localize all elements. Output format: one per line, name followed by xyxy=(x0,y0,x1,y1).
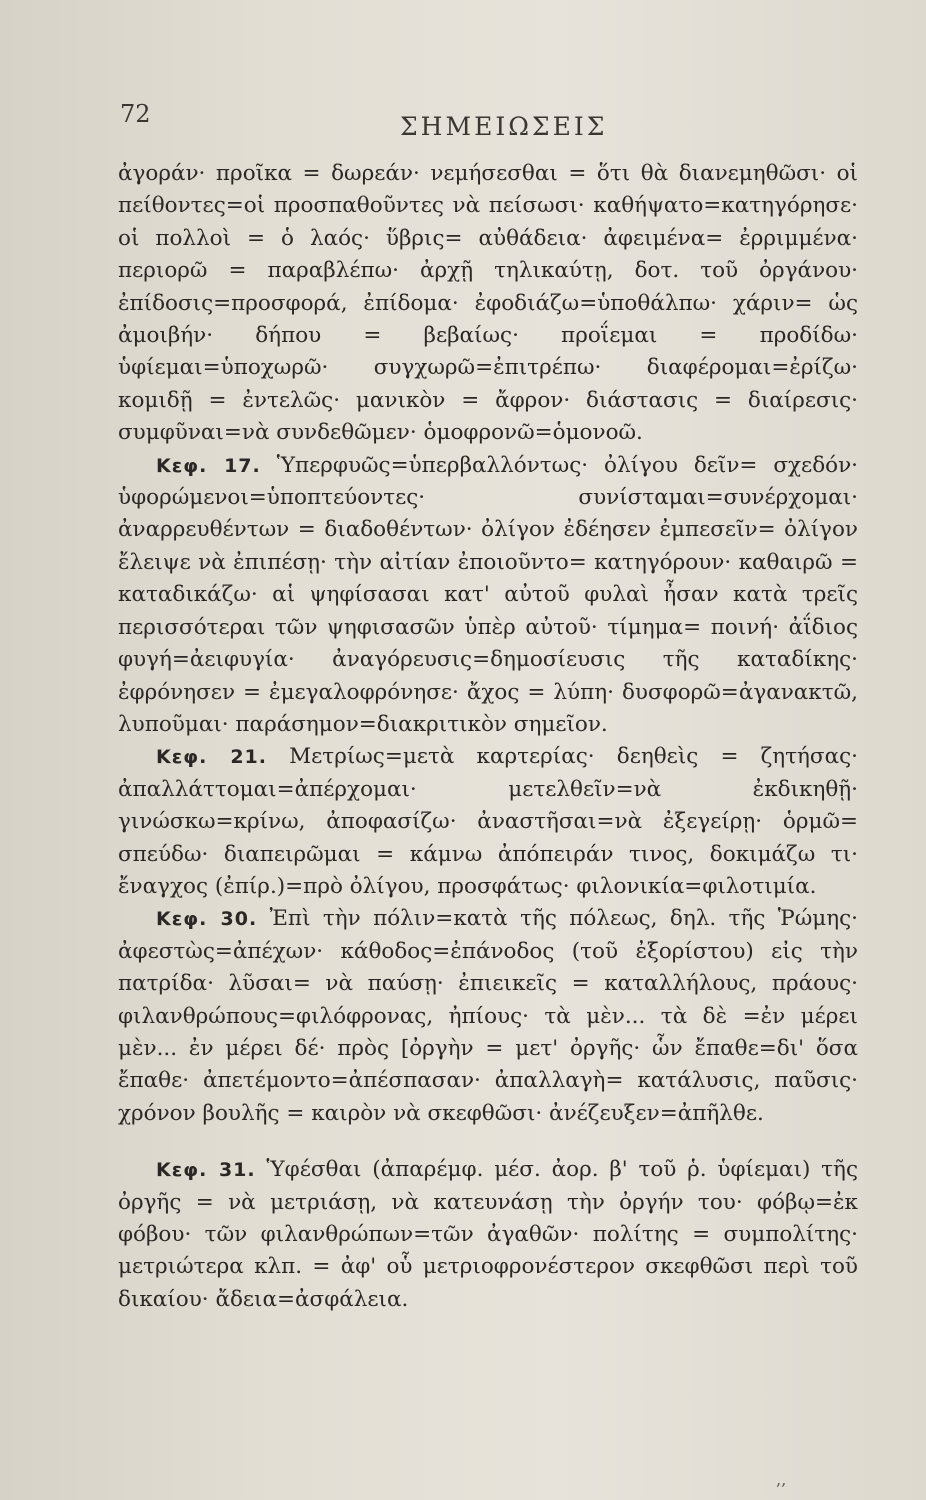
chapter-heading: Κεφ. 31. xyxy=(156,1159,256,1182)
chapter-heading: Κεφ. 30. xyxy=(156,908,258,931)
chapter-heading: Κεφ. 21. xyxy=(156,746,267,769)
note-paragraph xyxy=(118,741,858,903)
note-paragraph xyxy=(118,903,858,1130)
paragraph-text: Ἐπὶ τὴν πόλιν=κατὰ τῆς πόλεως, δηλ. τῆς Ῥώμης· ἀφεστὼς=ἀπέχων· κάθοδος=ἐπάνοδος (τοῦ ἐξορίστου) εἰς τὴν πατρίδα· λῦσαι= νὰ παύσῃ· ἐπιεικεῖς = καταλλήλους, πράους· φιλανθρώπους=φιλόφρονας, ἠπίους· τὰ μὲν... τὰ δὲ =ἐν μέρει μὲν... ἐν μέρει δέ· πρὸς [ὀργὴν = μετ' ὀργῆς· ὧν ἔπαθε=δι' ὅσα ἔπαθε· ἀπετέμοντο=ἀπέσπασαν· ἀπαλλαγὴ= κατάλυσις, παῦσις· χρόνον βουλῆς = καιρὸν νὰ σκεφθῶσι· ἀνέζευξεν=ἀπῆλθε. xyxy=(118,906,858,1126)
running-head: ΣΗΜΕΙΩΣΕΙΣ xyxy=(400,112,608,141)
paragraph-text: ἀγοράν· προῖκα = δωρεάν· νεμήσεσθαι = ὅτι θὰ διανεμηθῶσι· οἱ πείθοντες=οἱ προσπαθοῦντες νὰ πείσωσι· καθήψατο=κατηγόρησε· οἱ πολλοὶ = ὁ λαός· ὕβρις= αὐθάδεια· ἀφειμένα= ἐρριμμένα· περιορῶ = παραβλέπω· ἀρχῇ τηλικαύτῃ, δοτ. τοῦ ὀργάνου· ἐπίδοσις=προσφορά, ἐπίδομα· ἐφοδιάζω=ὑποθάλπω· χάριν= ὡς ἀμοιβήν· δήπου = βεβαίως· προΐεμαι = προδίδω· ὑφίεμαι=ὑποχωρῶ· συγχωρῶ=ἐπιτρέπω· διαφέρομαι=ἐρίζω· κομιδῇ = ἐντελῶς· μανικὸν = ἄφρον· διάστασις = διαίρεσις· συμφῦναι=νὰ συνδεθῶμεν· ὁμοφρονῶ=ὁμονοῶ. xyxy=(118,161,858,446)
paragraph-gap xyxy=(118,1130,858,1154)
chapter-heading: Κεφ. 17. xyxy=(156,454,261,477)
paragraph-text: Μετρίως=μετὰ καρτερίας· δεηθεὶς = ζητήσας· ἀπαλλάττομαι=ἀπέρχομαι· μετελθεῖν=νὰ ἐκδικηθῇ· γινώσκω=κρίνω, ἀποφασίζω· ἀναστῆσαι=νὰ ἐξεγείρῃ· ὁρμῶ= σπεύδω· διαπειρῶμαι = κάμνω ἀπόπειράν τινος, δοκιμάζω τι· ἔναγχος (ἐπίρ.)=πρὸ ὀλίγου, προσφάτως· φιλονικία=φιλοτιμία. xyxy=(118,744,858,899)
paragraph-text: Ὑπερφυῶς=ὑπερβαλλόντως· ὀλίγου δεῖν= σχεδόν· ὑφορώμενοι=ὑποπτεύοντες· συνίσταμαι=συνέρχομαι· ἀναρρευθέντων = διαδοθέντων· ὀλίγον ἐδέησεν ἐμπεσεῖν= ὀλίγον ἔλειψε νὰ ἐπιπέσῃ· τὴν αἰτίαν ἐποιοῦντο= κατηγόρουν· καθαιρῶ = καταδικάζω· αἱ ψηφίσασαι κατ' αὐτοῦ φυλαὶ ἦσαν κατὰ τρεῖς περισσότεραι τῶν ψηφισασῶν ὑπὲρ αὐτοῦ· τίμημα= ποινή· ἀΐδιος φυγή=ἀειφυγία· ἀναγόρευσις=δημοσίευσις τῆς καταδίκης· ἐφρόνησεν = ἐμεγαλοφρόνησε· ἄχος = λύπη· δυσφορῶ=ἀγανακτῶ, λυποῦμαι· παράσημον=διακριτικὸν σημεῖον. xyxy=(118,452,858,737)
corner-mark: ‚‚ xyxy=(776,1470,787,1489)
note-paragraph xyxy=(118,158,858,450)
note-paragraph xyxy=(118,1154,858,1316)
note-paragraph xyxy=(118,450,858,742)
paragraph-text: Ὑφέσθαι (ἀπαρέμφ. μέσ. ἀορ. β' τοῦ ῥ. ὑφίεμαι) τῆς ὀργῆς = νὰ μετριάσῃ, νὰ κατευνάσῃ τὴν ὀργήν του· φόβῳ=ἐκ φόβου· τῶν φιλανθρώπων=τῶν ἀγαθῶν· πολίτης = συμπολίτης· μετριώτερα κλπ. = ἀφ' οὗ μετριοφρονέστερον σκεφθῶσι περὶ τοῦ δικαίου· ἄδεια=ἀσφάλεια. xyxy=(118,1157,858,1312)
page-number: 72 xyxy=(120,100,151,128)
notes-body xyxy=(118,158,858,1316)
